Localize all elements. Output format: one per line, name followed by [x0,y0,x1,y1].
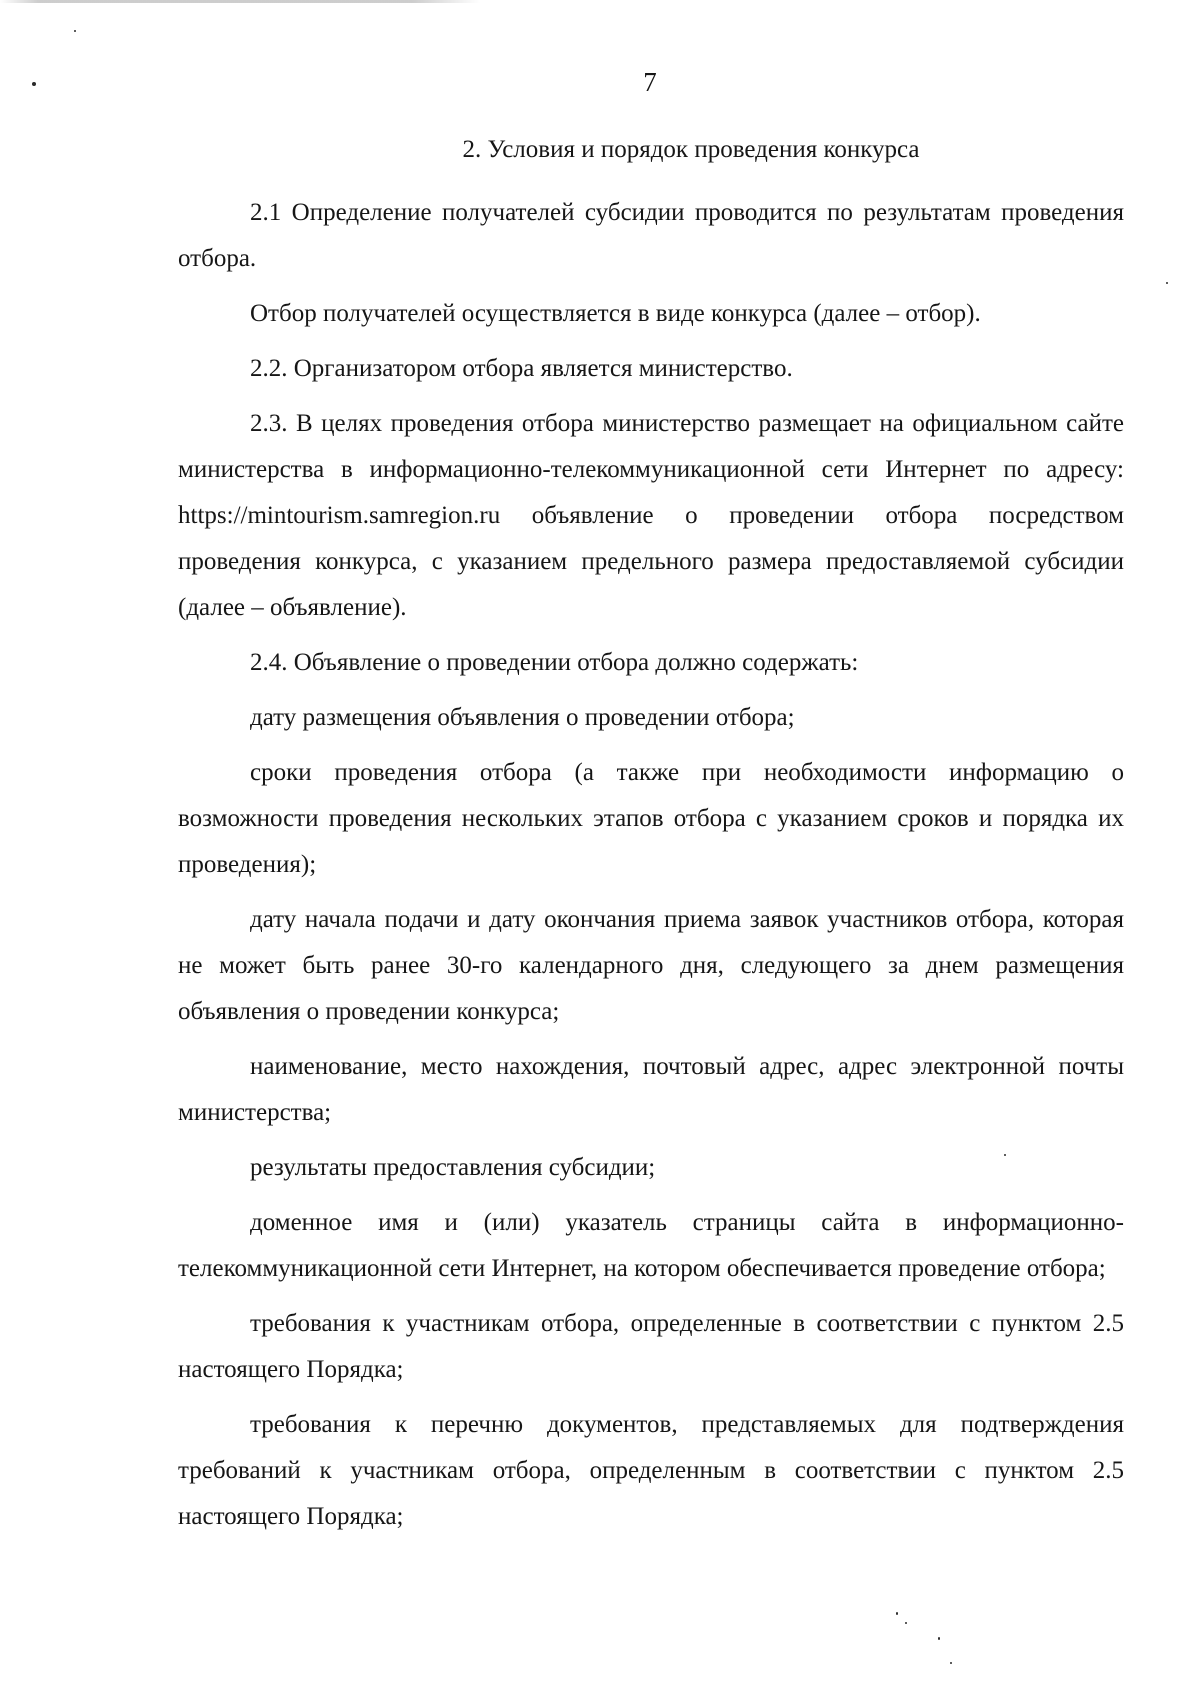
paragraph-2-1: 2.1 Определение получателей субсидии проводится по результатам проведения отбора. [178,199,1124,272]
document-body [178,130,1124,1549]
list-item-subsidy-results: результаты предоставления субсидии; [250,1154,656,1181]
paragraph-2-3: 2.3. В целях проведения отбора министерство размещает на официальном сайте министерства в информационно-телекоммуникационной сети Интернет по адресу: https://mintourism.samregion.ru объявление о проведении отбора посредством проведения конкурса, с указанием предельного размера предоставляемой субсидии (далее – объявление). [178,410,1124,621]
list-item-selection-terms: сроки проведения отбора (а также при необходимости информацию о возможности проведения нескольких этапов отбора с указанием сроков и порядка их проведения); [178,759,1124,878]
scan-speck [1166,282,1168,284]
list-item-date-of-placement: дату размещения объявления о проведении отбора; [250,704,795,731]
scan-edge-mark [0,0,480,3]
page-number: 7 [643,67,657,97]
paragraph-2-4: 2.4. Объявление о проведении отбора должно содержать: [250,649,859,676]
list-item-application-dates: дату начала подачи и дату окончания приема заявок участников отбора, которая не может быть ранее 30-го календарного дня, следующего за днем размещения объявления о проведении конкурса; [178,906,1124,1025]
list-item-document-requirements: требования к перечню документов, представляемых для подтверждения требований к участникам отбора, определенным в соответствии с пунктом 2.5 настоящего Порядка; [178,1411,1124,1530]
paragraph-selection-form: Отбор получателей осуществляется в виде конкурса (далее – отбор). [250,300,981,327]
scan-speck [32,82,36,86]
scan-speck [1004,1154,1006,1156]
scan-speck [74,30,76,32]
scan-speck [938,1637,940,1640]
list-item-ministry-contacts: наименование, место нахождения, почтовый адрес, адрес электронной почты министерства; [178,1053,1124,1126]
section-heading: 2. Условия и порядок проведения конкурса [462,136,920,163]
scan-speck [950,1662,952,1664]
paragraph-2-2: 2.2. Организатором отбора является министерство. [250,355,793,382]
scan-speck [896,1612,898,1615]
scan-speck [905,1622,907,1624]
list-item-participant-requirements: требования к участникам отбора, определенные в соответствии с пунктом 2.5 настоящего Порядка; [178,1310,1124,1383]
list-item-domain-name: доменное имя и (или) указатель страницы сайта в информационно-телекоммуникационной сети Интернет, на котором обеспечивается проведение отбора; [178,1209,1124,1282]
